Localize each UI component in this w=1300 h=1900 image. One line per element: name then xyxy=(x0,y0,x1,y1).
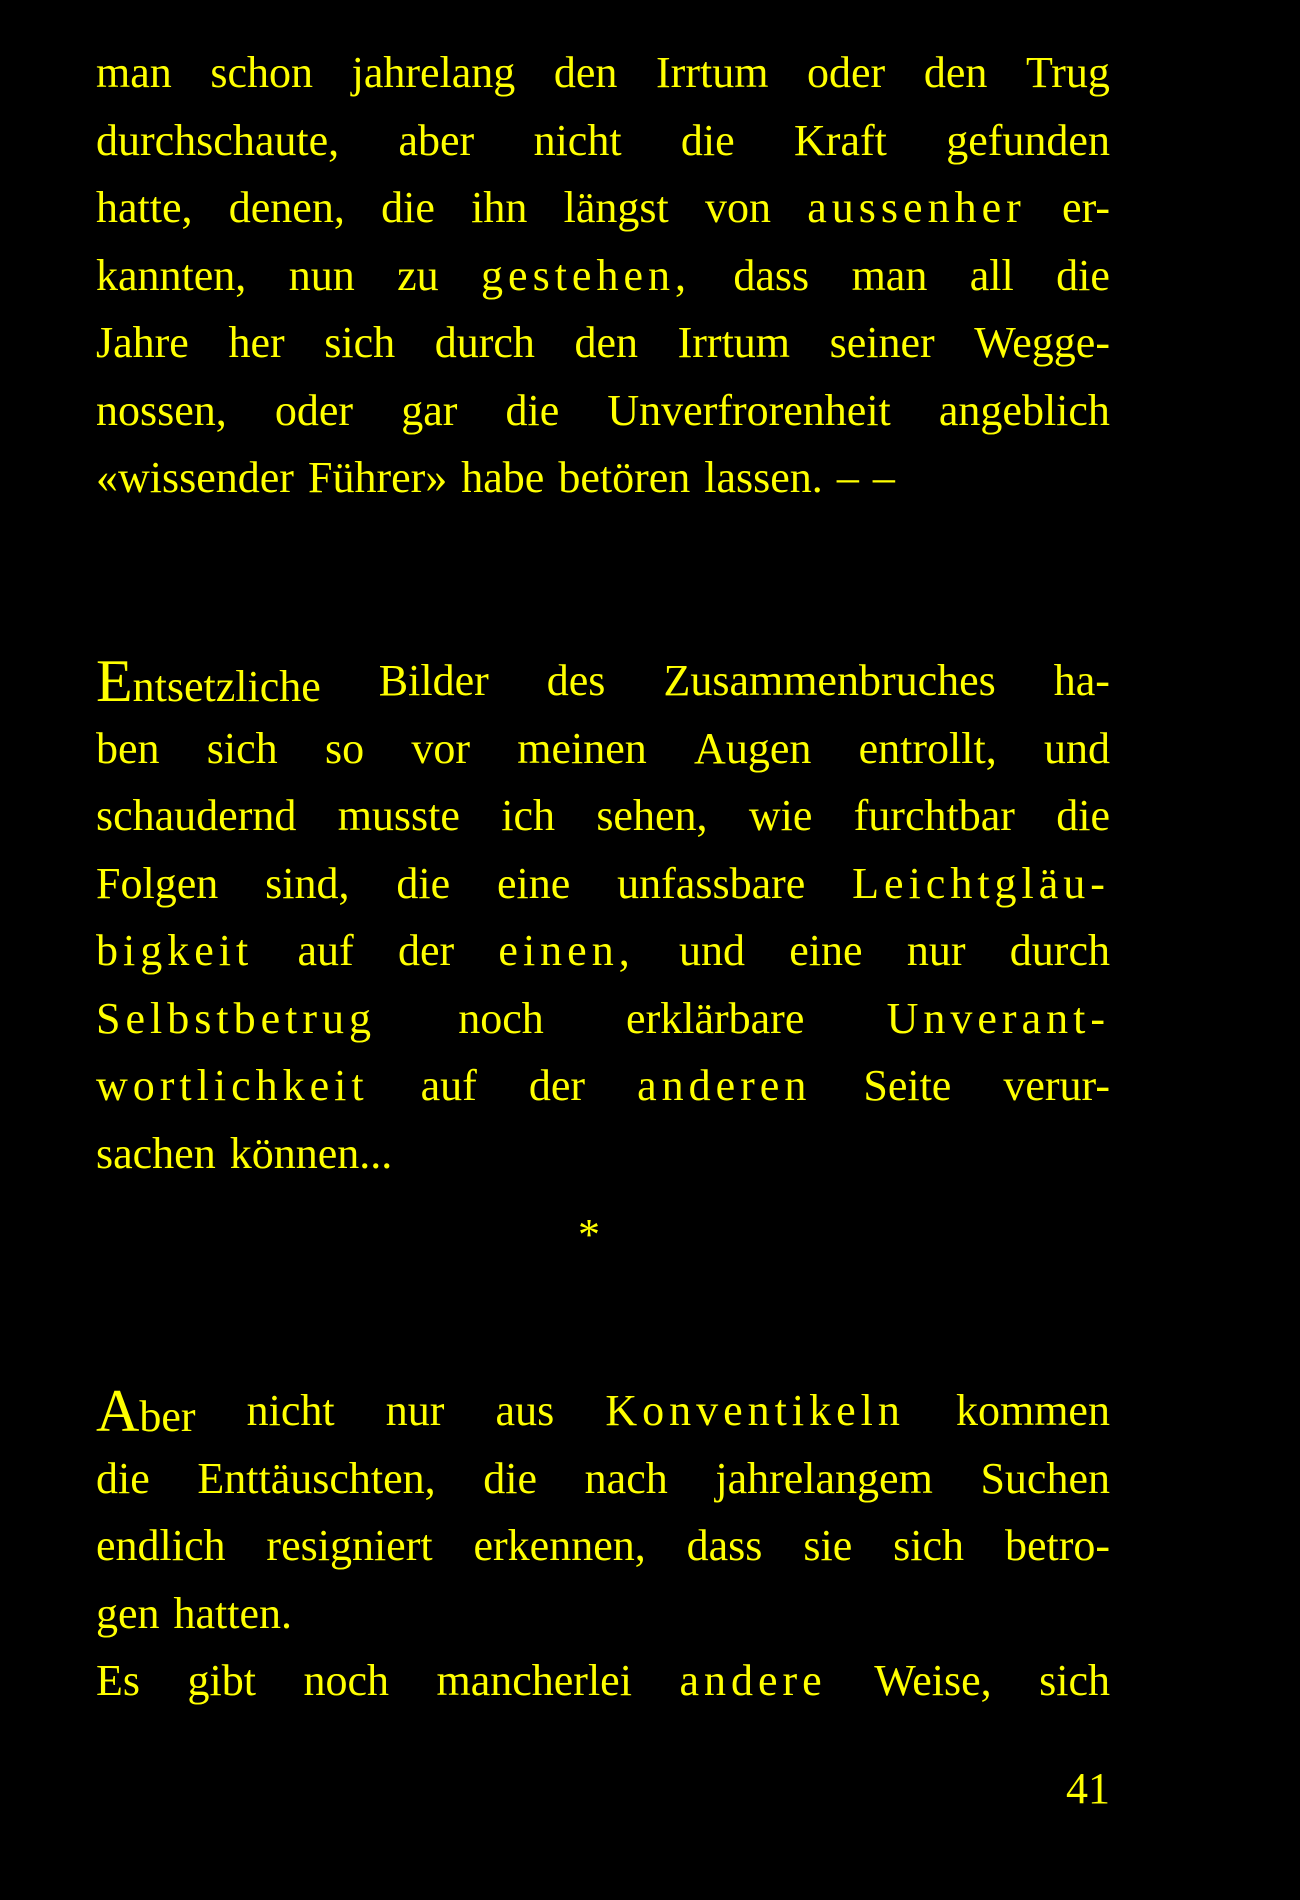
word: hatten. xyxy=(173,1588,293,1638)
word: jahrelangem xyxy=(715,1453,933,1503)
word: Enttäuschten, xyxy=(197,1453,436,1503)
word: gefunden xyxy=(946,115,1110,165)
word: aber xyxy=(398,115,475,165)
word: die xyxy=(1056,791,1110,840)
word: Folgen xyxy=(96,858,219,908)
word: aussenher xyxy=(807,183,1026,232)
word: auf xyxy=(297,926,354,975)
word: der xyxy=(528,1061,586,1110)
word: längst xyxy=(563,183,669,232)
word: man xyxy=(96,48,172,97)
word: Weise, xyxy=(874,1656,992,1705)
word: Führer» xyxy=(307,453,448,502)
word: endlich xyxy=(96,1521,226,1570)
word: aus xyxy=(495,1386,555,1435)
text-line xyxy=(96,1650,1110,1712)
word: bigkeit xyxy=(96,926,254,975)
word: sich xyxy=(324,318,396,367)
word: Kraft xyxy=(794,115,887,165)
word: erkennen, xyxy=(473,1521,646,1570)
word: schon xyxy=(210,48,314,97)
word: angeblich xyxy=(938,385,1110,435)
word: denen, xyxy=(228,183,345,232)
section-separator: * xyxy=(578,1210,600,1259)
word: durch xyxy=(434,318,535,367)
word: so xyxy=(324,723,365,773)
text-line xyxy=(96,245,1110,307)
word: ha- xyxy=(1053,656,1110,705)
word: von xyxy=(705,183,772,232)
book-page xyxy=(96,0,1110,1900)
word: vor xyxy=(411,723,470,773)
word: und xyxy=(1043,723,1110,773)
text-line xyxy=(96,177,1110,239)
word: «wissender xyxy=(96,453,294,502)
word: betören xyxy=(558,453,691,502)
word: betro- xyxy=(1004,1521,1110,1570)
word: noch xyxy=(303,1656,389,1705)
word: sehen, xyxy=(596,791,708,840)
word: eine xyxy=(789,926,863,975)
word: des xyxy=(546,656,606,705)
word: Suchen xyxy=(980,1453,1110,1503)
word: furchtbar xyxy=(853,791,1015,840)
text-line xyxy=(96,380,1110,442)
word: Wegge- xyxy=(974,318,1110,367)
word: nicht xyxy=(533,115,622,165)
word: gar xyxy=(401,385,458,435)
word: den xyxy=(923,48,988,97)
word: der xyxy=(397,926,455,975)
word: noch xyxy=(458,993,544,1043)
word: Konventikeln xyxy=(605,1386,905,1435)
word: resigniert xyxy=(266,1521,433,1570)
word: nur xyxy=(385,1386,445,1435)
text-line xyxy=(96,1448,1110,1510)
word: nossen, xyxy=(96,385,227,435)
word: anderen xyxy=(637,1061,812,1110)
word: wortlichkeit xyxy=(96,1061,369,1110)
word: Seite xyxy=(863,1061,952,1110)
word: gibt xyxy=(187,1656,256,1705)
word: all xyxy=(969,250,1014,300)
word: lassen. xyxy=(704,453,823,502)
word: – xyxy=(836,453,859,502)
word: seiner xyxy=(829,318,935,367)
text-line xyxy=(96,920,1110,982)
word: die xyxy=(396,858,451,908)
text-line xyxy=(96,1515,1110,1577)
initial-capital: E xyxy=(96,648,133,714)
word: ich xyxy=(501,791,555,840)
word: Leichtgläu- xyxy=(852,858,1110,908)
word: entrollt, xyxy=(858,723,997,773)
word: andere xyxy=(679,1656,827,1705)
word: Selbstbetrug xyxy=(96,993,376,1043)
word: kannten, xyxy=(96,250,247,300)
word: erklärbare xyxy=(626,993,805,1043)
text-line xyxy=(96,447,1110,509)
word: gestehen, xyxy=(481,250,691,300)
word: unfassbare xyxy=(617,858,806,908)
word: die xyxy=(483,1453,538,1503)
word: die xyxy=(1056,250,1110,300)
word: Unverfrorenheit xyxy=(607,385,891,435)
word: oder xyxy=(807,48,886,97)
word: musste xyxy=(337,791,460,840)
word: eine xyxy=(496,858,571,908)
text-line xyxy=(96,650,1110,712)
word: zu xyxy=(397,250,439,300)
word: habe xyxy=(461,453,545,502)
word: und xyxy=(679,926,745,975)
text-line xyxy=(96,312,1110,374)
word: sachen xyxy=(96,1128,216,1178)
text-line xyxy=(96,110,1110,172)
word: verur- xyxy=(1003,1061,1110,1110)
page-number: 41 xyxy=(1066,1764,1110,1813)
word: nach xyxy=(584,1453,668,1503)
word: auf xyxy=(420,1061,477,1110)
word: schaudernd xyxy=(96,791,297,840)
word: Aber xyxy=(96,1378,196,1444)
word: gen xyxy=(96,1588,160,1638)
word: den xyxy=(553,48,618,97)
word: kommen xyxy=(955,1386,1110,1435)
word: Trug xyxy=(1025,48,1110,97)
word: durchschaute, xyxy=(96,115,340,165)
word: die xyxy=(381,183,435,232)
text-line xyxy=(96,988,1110,1050)
text-line xyxy=(96,1380,1110,1442)
word: durch xyxy=(1009,926,1110,975)
word: dass xyxy=(733,250,810,300)
text-line xyxy=(96,1123,1110,1185)
word: nicht xyxy=(246,1386,335,1435)
word: den xyxy=(574,318,639,367)
initial-capital: A xyxy=(96,1378,140,1444)
word: sich xyxy=(893,1521,965,1570)
word: er- xyxy=(1062,183,1110,232)
word: sie xyxy=(803,1521,853,1570)
word: oder xyxy=(274,385,354,435)
word: sich xyxy=(206,723,278,773)
word: jahrelang xyxy=(351,48,516,97)
word: ben xyxy=(96,723,160,773)
word: Bilder xyxy=(378,656,489,705)
word: Irrtum xyxy=(677,318,791,367)
word: Irrtum xyxy=(656,48,769,97)
text-line xyxy=(96,42,1110,104)
word: nun xyxy=(288,250,355,300)
word: ihn xyxy=(471,183,528,232)
text-line xyxy=(96,1583,1110,1645)
word: dass xyxy=(686,1521,763,1570)
text-line xyxy=(96,718,1110,780)
word: Es xyxy=(96,1656,140,1705)
word: die xyxy=(96,1453,150,1503)
word: Zusammenbruches xyxy=(663,656,996,705)
word: Augen xyxy=(694,723,812,773)
text-line xyxy=(96,785,1110,847)
word: sind, xyxy=(265,858,350,908)
word: Entsetzliche xyxy=(96,648,321,714)
word: her xyxy=(228,318,285,367)
word: man xyxy=(851,250,928,300)
word: wie xyxy=(748,791,813,840)
word: Unverant- xyxy=(886,993,1110,1043)
word: mancherlei xyxy=(436,1656,632,1705)
word: Jahre xyxy=(96,318,189,367)
word: nur xyxy=(906,926,966,975)
word: einen, xyxy=(498,926,635,975)
word: hatte, xyxy=(96,183,193,232)
text-line xyxy=(96,1055,1110,1117)
text-line xyxy=(96,853,1110,915)
word: sich xyxy=(1039,1656,1110,1705)
word: meinen xyxy=(517,723,647,773)
word: die xyxy=(505,385,560,435)
word: – xyxy=(872,453,895,502)
word: können... xyxy=(229,1128,393,1178)
word: die xyxy=(680,115,735,165)
